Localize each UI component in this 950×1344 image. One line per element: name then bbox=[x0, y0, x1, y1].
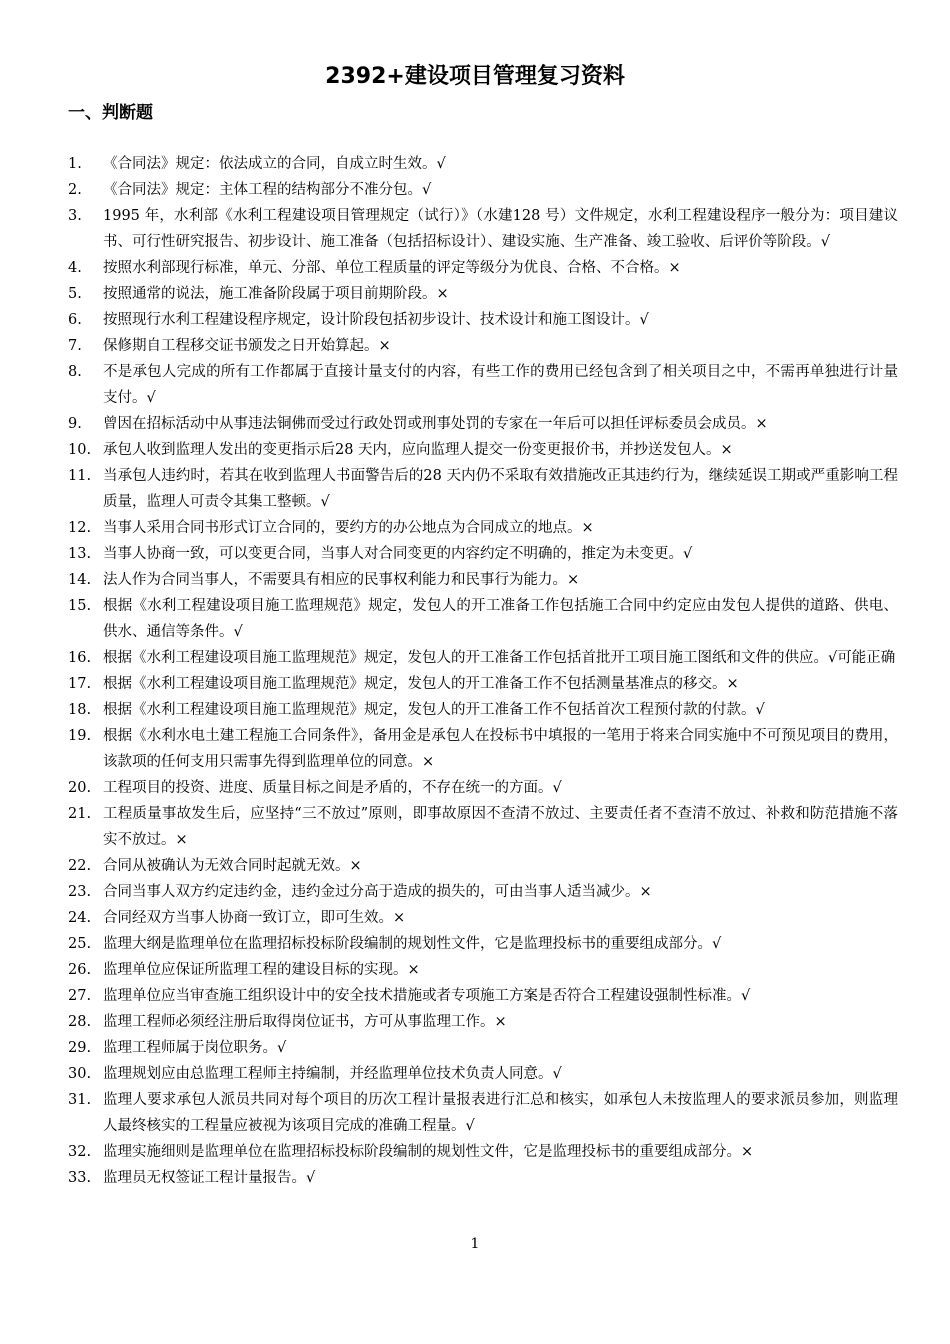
list-item bbox=[0, 723, 950, 775]
item-text: 法人作为合同当事人，不需要具有相应的民事权利能力和民事行为能力。× bbox=[103, 572, 580, 588]
list-item bbox=[0, 515, 950, 541]
item-text: 当事人采用合同书形式订立合同的，要约方的办公地点为合同成立的地点。× bbox=[103, 520, 594, 536]
item-number: 33. bbox=[68, 1170, 92, 1186]
item-number: 14. bbox=[68, 572, 92, 588]
list-item bbox=[0, 411, 950, 437]
item-text: 监理人要求承包人派员共同对每个项目的历次工程计量报表进行汇总和核实，如承包人未按监理人的要求派员参加，则监理人最终核实的工程量应被视为该项目完成的准确工程量。√ bbox=[103, 1092, 898, 1134]
item-text: 合同经双方当事人协商一致订立，即可生效。× bbox=[103, 910, 406, 926]
item-number: 11. bbox=[68, 468, 92, 484]
list-item bbox=[0, 359, 950, 411]
item-number: 1. bbox=[68, 156, 82, 172]
item-text: 工程质量事故发生后，应坚持“三不放过”原则，即事故原因不查清不放过、主要责任者不查清不放过、补救和防范措施不落实不放过。× bbox=[103, 806, 898, 848]
item-text: 保修期自工程移交证书颁发之日开始算起。× bbox=[103, 338, 391, 354]
item-number: 6. bbox=[68, 312, 82, 328]
item-number: 4. bbox=[68, 260, 82, 276]
list-item bbox=[0, 1087, 950, 1139]
item-number: 21. bbox=[68, 806, 92, 822]
item-text: 按照现行水利工程建设程序规定，设计阶段包括初步设计、技术设计和施工图设计。√ bbox=[103, 312, 649, 328]
item-text: 监理工程师必须经注册后取得岗位证书，方可从事监理工作。× bbox=[103, 1014, 507, 1030]
item-text: 监理员无权签证工程计量报告。√ bbox=[103, 1170, 316, 1186]
item-text: 监理实施细则是监理单位在监理招标投标阶段编制的规划性文件，它是监理投标书的重要组成部分。× bbox=[103, 1144, 754, 1160]
list-item bbox=[0, 957, 950, 983]
item-number: 10. bbox=[68, 442, 92, 458]
item-text: 合同当事人双方约定违约金，违约金过分高于造成的损失的，可由当事人适当减少。× bbox=[103, 884, 652, 900]
list-item bbox=[0, 697, 950, 723]
item-number: 22. bbox=[68, 858, 92, 874]
list-item bbox=[0, 203, 950, 255]
list-item bbox=[0, 437, 950, 463]
list-item bbox=[0, 255, 950, 281]
item-text: 当承包人违约时，若其在收到监理人书面警告后的28 天内仍不采取有效措施改正其违约行为，继续延误工期或严重影响工程质量，监理人可责令其集工整顿。√ bbox=[103, 468, 898, 510]
item-number: 3. bbox=[68, 208, 82, 224]
item-number: 19. bbox=[68, 728, 92, 744]
item-number: 13. bbox=[68, 546, 92, 562]
item-number: 12. bbox=[68, 520, 92, 536]
item-text: 监理规划应由总监理工程师主持编制，并经监理单位技术负责人同意。√ bbox=[103, 1066, 562, 1082]
list-item bbox=[0, 567, 950, 593]
item-number: 28. bbox=[68, 1014, 92, 1030]
item-number: 31. bbox=[68, 1092, 92, 1108]
list-item bbox=[0, 307, 950, 333]
item-text: 根据《水利水电土建工程施工合同条件》，备用金是承包人在投标书中填报的一笔用于将来合同实施中不可预见项目的费用，该款项的任何支用只需事先得到监理单位的同意。× bbox=[103, 728, 898, 770]
item-number: 25. bbox=[68, 936, 92, 952]
item-number: 27. bbox=[68, 988, 92, 1004]
item-text: 不是承包人完成的所有工作都属于直接计量支付的内容，有些工作的费用已经包含到了相关项目之中，不需再单独进行计量支付。√ bbox=[103, 364, 898, 406]
list-item bbox=[0, 879, 950, 905]
list-item bbox=[0, 463, 950, 515]
question-list bbox=[0, 151, 950, 1191]
list-item bbox=[0, 905, 950, 931]
item-number: 2. bbox=[68, 182, 82, 198]
item-number: 17. bbox=[68, 676, 92, 692]
list-item bbox=[0, 1035, 950, 1061]
list-item bbox=[0, 853, 950, 879]
item-text: 根据《水利工程建设项目施工监理规范》规定，发包人的开工准备工作包括首批开工项目施工图纸和文件的供应。√可能正确 bbox=[103, 650, 896, 666]
item-text: 根据《水利工程建设项目施工监理规范》规定，发包人的开工准备工作包括施工合同中约定应由发包人提供的道路、供电、供水、通信等条件。√ bbox=[103, 598, 898, 640]
item-number: 7. bbox=[68, 338, 82, 354]
item-text: 曾因在招标活动中从事违法铜佛而受过行政处罚或刑事处罚的专家在一年后可以担任评标委员会成员。× bbox=[103, 416, 768, 432]
item-number: 23. bbox=[68, 884, 92, 900]
item-text: 当事人协商一致，可以变更合同，当事人对合同变更的内容约定不明确的，推定为未变更。√ bbox=[103, 546, 693, 562]
list-item bbox=[0, 177, 950, 203]
list-item bbox=[0, 541, 950, 567]
item-text: 合同从被确认为无效合同时起就无效。× bbox=[103, 858, 362, 874]
item-text: 根据《水利工程建设项目施工监理规范》规定，发包人的开工准备工作不包括测量基准点的移交。× bbox=[103, 676, 739, 692]
item-number: 16. bbox=[68, 650, 92, 666]
item-text: 监理工程师属于岗位职务。√ bbox=[103, 1040, 287, 1056]
page-number: 1 bbox=[470, 1236, 480, 1252]
item-number: 30. bbox=[68, 1066, 92, 1082]
item-number: 29. bbox=[68, 1040, 92, 1056]
item-text: 工程项目的投资、进度、质量目标之间是矛盾的，不存在统一的方面。√ bbox=[103, 780, 562, 796]
item-text: 监理单位应保证所监理工程的建设目标的实现。× bbox=[103, 962, 420, 978]
item-number: 18. bbox=[68, 702, 92, 718]
item-text: 《合同法》规定：依法成立的合同，自成立时生效。√ bbox=[103, 156, 446, 172]
list-item bbox=[0, 775, 950, 801]
item-text: 按照通常的说法，施工准备阶段属于项目前期阶段。× bbox=[103, 286, 449, 302]
list-item bbox=[0, 801, 950, 853]
list-item bbox=[0, 333, 950, 359]
list-item bbox=[0, 671, 950, 697]
item-number: 26. bbox=[68, 962, 92, 978]
item-number: 8. bbox=[68, 364, 82, 380]
item-text: 根据《水利工程建设项目施工监理规范》规定，发包人的开工准备工作不包括首次工程预付款的付款。√ bbox=[103, 702, 765, 718]
item-text: 承包人收到监理人发出的变更指示后28 天内，应向监理人提交一份变更报价书，并抄送发包人。× bbox=[103, 442, 733, 458]
list-item bbox=[0, 1165, 950, 1191]
list-item bbox=[0, 983, 950, 1009]
item-number: 9. bbox=[68, 416, 82, 432]
item-text: 监理单位应当审查施工组织设计中的安全技术措施或者专项施工方案是否符合工程建设强制性标准。√ bbox=[103, 988, 751, 1004]
list-item bbox=[0, 1061, 950, 1087]
item-text: 《合同法》规定：主体工程的结构部分不准分包。√ bbox=[103, 182, 432, 198]
item-number: 15. bbox=[68, 598, 92, 614]
section-heading: 一、判断题 bbox=[68, 103, 153, 123]
list-item bbox=[0, 593, 950, 645]
list-item bbox=[0, 1009, 950, 1035]
item-number: 24. bbox=[68, 910, 92, 926]
item-text: 监理大纲是监理单位在监理招标投标阶段编制的规划性文件，它是监理投标书的重要组成部分。√ bbox=[103, 936, 722, 952]
document-title: 2392+建设项目管理复习资料 bbox=[325, 64, 625, 89]
list-item bbox=[0, 1139, 950, 1165]
item-number: 20. bbox=[68, 780, 92, 796]
item-text: 按照水利部现行标准，单元、分部、单位工程质量的评定等级分为优良、合格、不合格。× bbox=[103, 260, 681, 276]
list-item bbox=[0, 931, 950, 957]
item-number: 5. bbox=[68, 286, 82, 302]
item-number: 32. bbox=[68, 1144, 92, 1160]
list-item bbox=[0, 645, 950, 671]
list-item bbox=[0, 281, 950, 307]
list-item bbox=[0, 151, 950, 177]
item-text: 1995 年，水利部《水利工程建设项目管理规定（试行）》（水建128 号）文件规定，水利工程建设程序一般分为：项目建议书、可行性研究报告、初步设计、施工准备（包括招标设计）、建设实施、生产准备、竣工验收、后评价等阶段。√ bbox=[103, 208, 898, 250]
